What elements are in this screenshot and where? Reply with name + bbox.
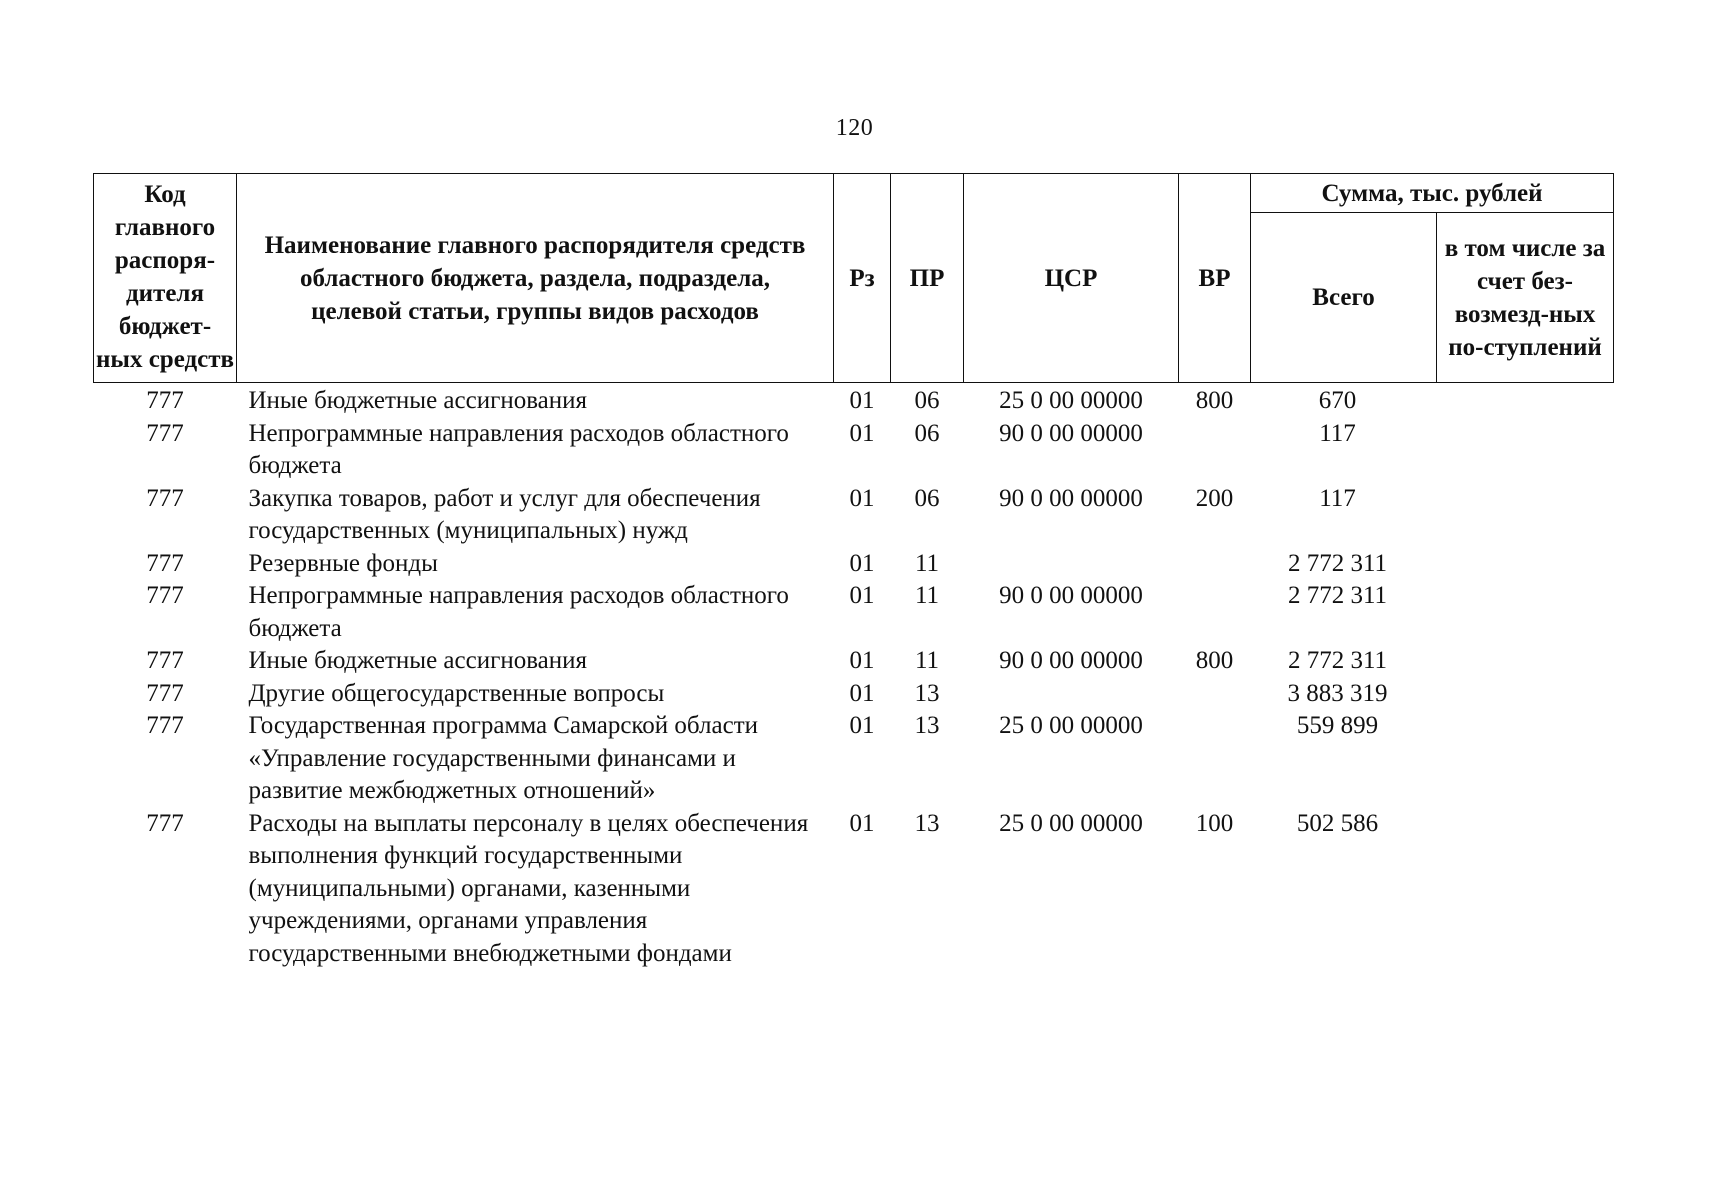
cell-rz: 01 [849, 712, 875, 739]
cell-csr [964, 678, 1179, 711]
cell-free [1437, 645, 1614, 678]
cell-total: 3 883 319 [1287, 679, 1388, 707]
header-sum: Сумма, тыс. рублей [1251, 174, 1614, 213]
table-row [94, 808, 1614, 971]
cell-csr: 25 0 00 00000 [999, 809, 1143, 837]
cell-free [1437, 548, 1614, 581]
cell-free [1437, 808, 1614, 971]
cell-free [1437, 580, 1614, 645]
table-body [94, 383, 1614, 971]
table-row [94, 483, 1614, 548]
cell-free [1437, 483, 1614, 548]
cell-pr: 13 [914, 679, 940, 707]
table-row [94, 645, 1614, 678]
header-name: Наименование главного распорядителя средств областного бюджета, раздела, подраздела, целевой статьи, группы видов расходов [237, 174, 834, 383]
cell-total: 2 772 311 [1287, 549, 1388, 577]
table-row [94, 548, 1614, 581]
table-row [94, 418, 1614, 483]
table-header [94, 174, 1614, 383]
header-vr: ВР [1179, 174, 1251, 383]
cell-rz: 01 [849, 419, 875, 447]
cell-csr: 90 0 00 00000 [999, 484, 1143, 512]
cell-code: 777 [146, 809, 184, 837]
cell-pr: 13 [914, 712, 940, 739]
header-code-text [96, 178, 234, 376]
cell-pr: 06 [914, 387, 940, 414]
cell-name: Иные бюджетные ассигнования [248, 647, 588, 674]
table-row [94, 383, 1614, 418]
cell-code: 777 [146, 647, 184, 674]
page-number: 120 [835, 115, 874, 141]
cell-code: 777 [146, 582, 184, 609]
cell-free [1437, 383, 1614, 418]
cell-total: 670 [1318, 387, 1357, 414]
cell-vr: 800 [1195, 387, 1234, 414]
table-row [94, 710, 1614, 808]
cell-pr: 11 [914, 582, 940, 609]
cell-pr: 11 [914, 647, 940, 674]
cell-total: 117 [1319, 484, 1356, 512]
cell-vr [1179, 678, 1251, 711]
cell-vr: 100 [1195, 809, 1234, 837]
cell-rz: 01 [849, 647, 875, 674]
cell-rz: 01 [849, 582, 875, 609]
cell-name: Расходы на выплаты персоналу в целях обеспечения выполнения функций государственными (муниципальными) органами, казенными учреждениями, органами управления государственными внебюджетными фондами [248, 809, 809, 967]
header-rz: Рз [834, 174, 891, 383]
table-row [94, 580, 1614, 645]
header-pr: ПР [891, 174, 964, 383]
cell-total: 2 772 311 [1287, 582, 1388, 609]
header-total: Всего [1251, 213, 1437, 383]
cell-name: Иные бюджетные ассигнования [248, 387, 588, 414]
cell-free [1437, 710, 1614, 808]
cell-rz: 01 [849, 549, 875, 577]
budget-table [93, 173, 1614, 970]
header-csr: ЦСР [964, 174, 1179, 383]
cell-vr [1179, 580, 1251, 645]
cell-name: Непрограммные направления расходов областного бюджета [248, 419, 789, 479]
cell-total: 2 772 311 [1287, 647, 1388, 674]
cell-csr: 90 0 00 00000 [999, 647, 1143, 674]
cell-name: Другие общегосударственные вопросы [248, 679, 665, 707]
cell-csr [964, 548, 1179, 581]
cell-name: Закупка товаров, работ и услуг для обеспечения государственных (муниципальных) нужд [248, 484, 761, 544]
cell-rz: 01 [849, 809, 875, 837]
cell-total: 117 [1319, 419, 1356, 447]
cell-free [1437, 678, 1614, 711]
cell-csr: 90 0 00 00000 [999, 582, 1143, 609]
table-row [94, 678, 1614, 711]
cell-vr [1179, 548, 1251, 581]
cell-code: 777 [146, 679, 184, 707]
cell-code: 777 [146, 549, 184, 577]
cell-csr: 90 0 00 00000 [999, 419, 1143, 447]
cell-vr [1179, 710, 1251, 808]
cell-name: Непрограммные направления расходов областного бюджета [248, 582, 789, 642]
cell-vr [1179, 418, 1251, 483]
cell-total: 559 899 [1296, 712, 1379, 739]
header-code [94, 174, 237, 383]
cell-name: Резервные фонды [248, 549, 438, 577]
cell-name: Государственная программа Самарской области «Управление государственными финансами и развитие межбюджетных отношений» [248, 712, 758, 804]
cell-code: 777 [146, 419, 184, 447]
cell-rz: 01 [849, 484, 875, 512]
cell-csr: 25 0 00 00000 [999, 712, 1143, 739]
cell-vr: 800 [1195, 647, 1234, 674]
cell-rz: 01 [849, 387, 875, 414]
cell-code: 777 [146, 712, 184, 739]
cell-rz: 01 [849, 679, 875, 707]
cell-code: 777 [146, 484, 184, 512]
cell-pr: 06 [914, 419, 940, 447]
cell-vr: 200 [1195, 484, 1234, 512]
cell-total: 502 586 [1296, 809, 1379, 837]
cell-code: 777 [146, 387, 184, 414]
cell-pr: 13 [914, 809, 940, 837]
cell-pr: 11 [914, 549, 940, 577]
header-free: в том числе за счет без-возмезд-ных по-ступлений [1437, 213, 1614, 383]
cell-csr: 25 0 00 00000 [999, 387, 1143, 414]
header-code-label: Код главного распоря-дителя бюджет-ных средств [96, 181, 234, 373]
cell-pr: 06 [914, 484, 940, 512]
cell-free [1437, 418, 1614, 483]
